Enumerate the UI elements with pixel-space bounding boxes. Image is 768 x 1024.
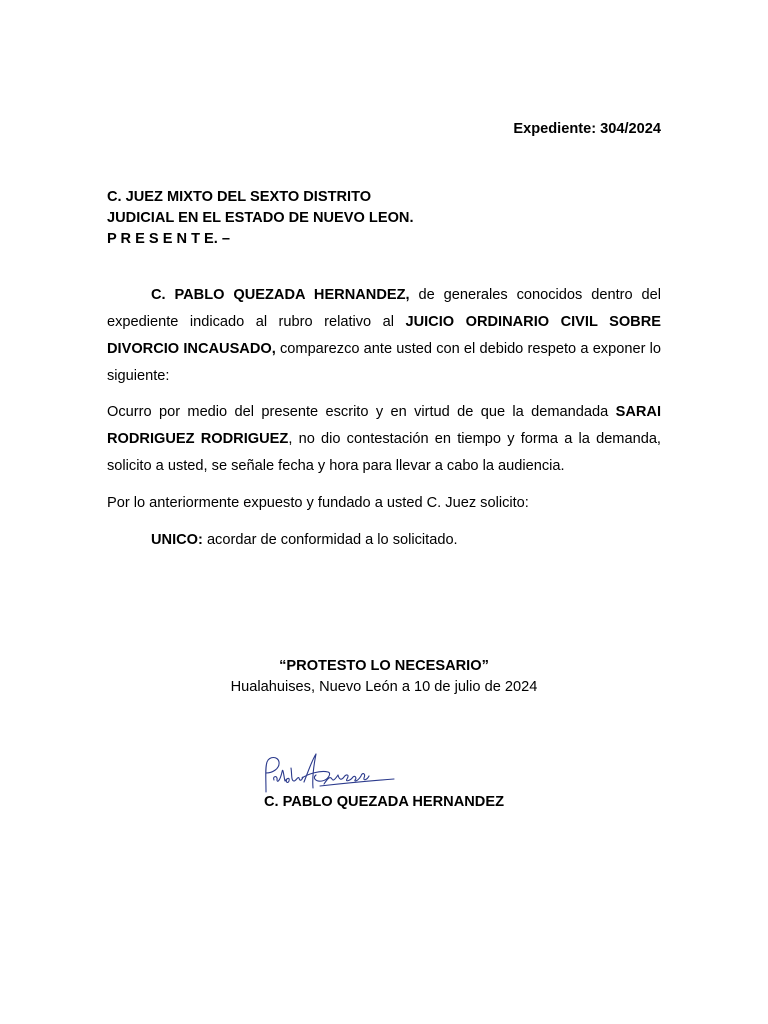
place-and-date: Hualahuises, Nuevo León a 10 de julio de 2024 bbox=[230, 679, 538, 695]
addressee-block bbox=[107, 187, 414, 250]
paragraph-request bbox=[107, 399, 661, 480]
unico-label: UNICO: bbox=[151, 532, 203, 548]
addressee-line-1: C. JUEZ MIXTO DEL SEXTO DISTRITO bbox=[107, 189, 372, 205]
case-number: Expediente: 304/2024 bbox=[513, 121, 661, 137]
petitioner-name: C. PABLO QUEZADA HERNANDEZ, bbox=[151, 287, 410, 303]
closing-motto: “PROTESTO LO NECESARIO” bbox=[279, 658, 489, 674]
intro-text-1: de generales conocidos dentro del expediente indicado al rubro relativo al bbox=[107, 287, 661, 330]
defendant-name: SARAI RODRIGUEZ RODRIGUEZ bbox=[107, 404, 661, 447]
paragraph-unico bbox=[107, 527, 661, 554]
paragraph-introduction bbox=[107, 282, 661, 390]
paragraph-petition: Por lo anteriormente expuesto y fundado a usted C. Juez solicito: bbox=[107, 495, 529, 511]
request-text-1: Ocurro por medio del presente escrito y en virtud de que la demandada bbox=[107, 404, 616, 420]
addressee-line-3: P R E S E N T E. – bbox=[107, 231, 231, 247]
intro-text-2: comparezco ante usted con el debido respeto a exponer lo siguiente: bbox=[107, 341, 661, 384]
handwritten-signature bbox=[258, 748, 398, 798]
closing-block bbox=[0, 656, 768, 698]
request-text-2: , no dio contestación en tiempo y forma a la demanda, solicito a usted, se señale fecha y hora para llevar a cabo la audiencia. bbox=[107, 431, 661, 474]
signer-name: C. PABLO QUEZADA HERNANDEZ bbox=[264, 794, 504, 810]
case-type: JUICIO ORDINARIO CIVIL SOBRE DIVORCIO INCAUSADO, bbox=[107, 314, 661, 357]
addressee-line-2: JUDICIAL EN EL ESTADO DE NUEVO LEON. bbox=[107, 210, 414, 226]
unico-text: acordar de conformidad a lo solicitado. bbox=[202, 532, 458, 548]
